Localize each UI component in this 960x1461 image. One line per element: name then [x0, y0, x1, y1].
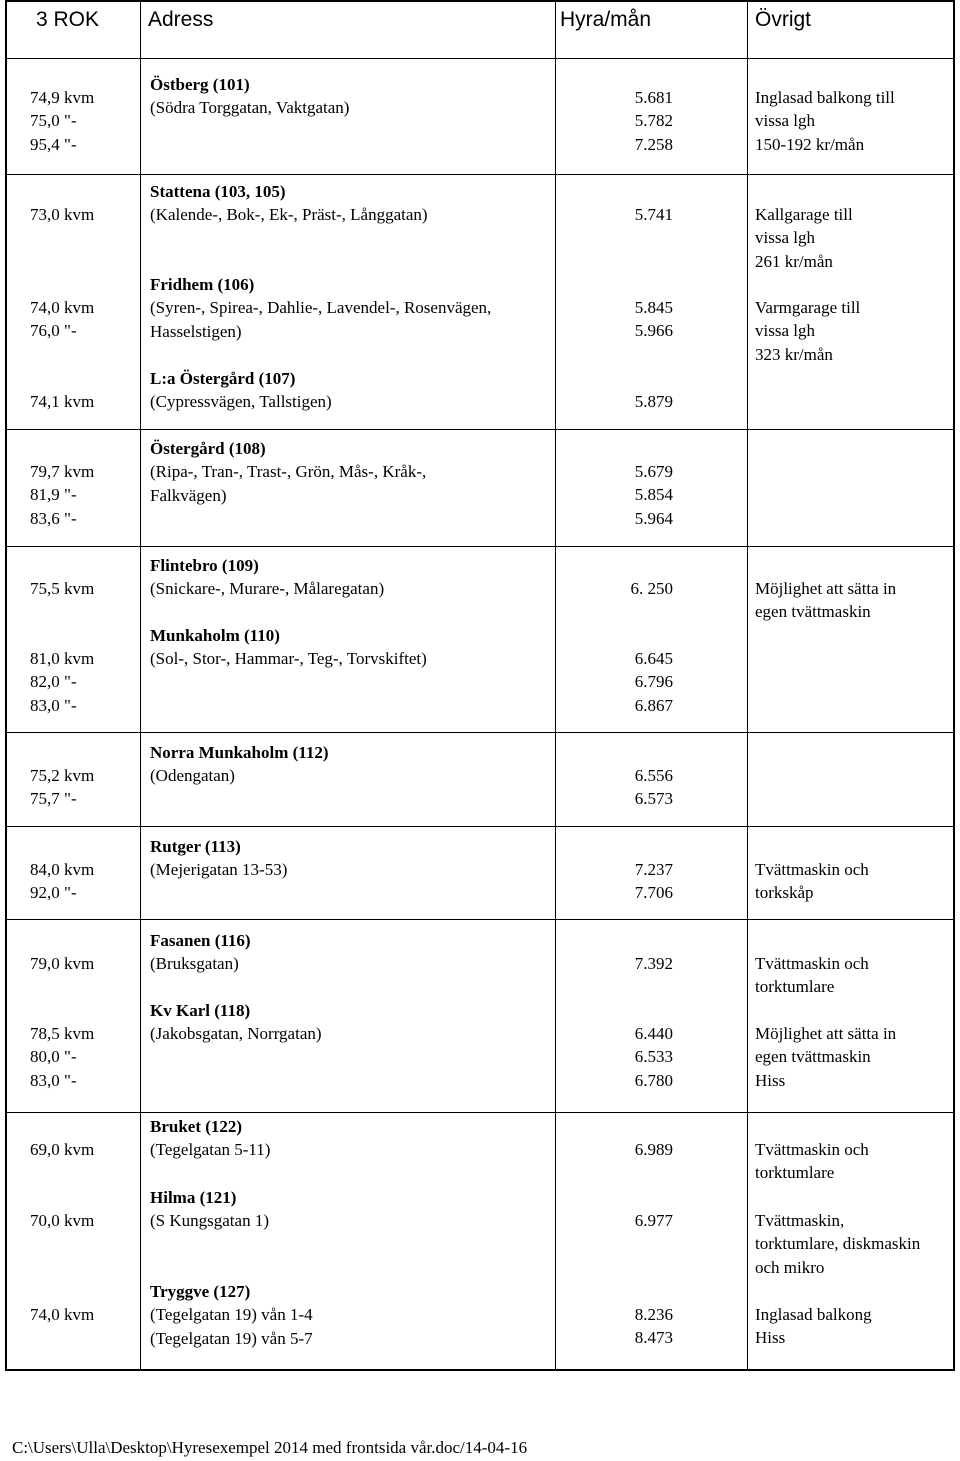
- apartment-size: 81,0 kvm: [30, 649, 95, 668]
- other-note: Kallgarage till: [755, 205, 853, 224]
- monthly-rent: 5.879: [634, 392, 673, 411]
- apartment-size: 81,9 "-: [30, 485, 77, 505]
- apartment-size: 74,0 kvm: [30, 1305, 95, 1324]
- property-streets: (Ripa-, Tran-, Trast-, Grön, Mås-, Kråk-,: [150, 462, 427, 482]
- monthly-rent: 7.706: [634, 883, 673, 903]
- other-note: Varmgarage till: [755, 298, 861, 317]
- other-note: egen tvättmaskin: [755, 1047, 871, 1067]
- apartment-size: 79,7 kvm: [30, 462, 95, 481]
- row-border: [7, 919, 953, 920]
- property-streets: (Jakobsgatan, Norrgatan): [150, 1024, 322, 1044]
- apartment-size: 83,0 "-: [30, 695, 77, 715]
- header-rent: Hyra/mån: [560, 8, 652, 31]
- header-row-border: [7, 58, 953, 59]
- header-address: Adress: [148, 8, 214, 31]
- monthly-rent: 5.966: [634, 321, 673, 341]
- apartment-size: 75,7 "-: [30, 789, 77, 809]
- other-note: och mikro: [755, 1257, 825, 1277]
- apartment-size: 70,0 kvm: [30, 1211, 95, 1230]
- apartment-size: 75,5 kvm: [30, 579, 95, 598]
- apartment-size: 82,0 "-: [30, 672, 77, 692]
- other-note: Tvättmaskin och: [755, 1140, 869, 1159]
- property-streets: (S Kungsgatan 1): [150, 1211, 269, 1231]
- other-note: torktumlare: [755, 977, 835, 997]
- other-note: Inglasad balkong: [755, 1305, 872, 1324]
- apartment-size: 74,9 kvm: [30, 88, 95, 107]
- property-name: Tryggve (127): [150, 1282, 251, 1301]
- property-streets: Falkvägen): [150, 485, 227, 505]
- apartment-size: 75,0 "-: [30, 111, 77, 131]
- monthly-rent: 6.573: [634, 789, 673, 809]
- monthly-rent: 8.236: [634, 1305, 673, 1324]
- apartment-size: 80,0 "-: [30, 1047, 77, 1067]
- monthly-rent: 5.681: [634, 88, 673, 107]
- header-other: Övrigt: [755, 8, 812, 31]
- monthly-rent: 7.258: [634, 134, 673, 154]
- row-border: [7, 174, 953, 175]
- apartment-size: 78,5 kvm: [30, 1024, 95, 1043]
- row-border: [7, 826, 953, 827]
- property-name: Östergård (108): [150, 439, 266, 458]
- column-divider-3: [747, 2, 748, 1369]
- monthly-rent: 6.796: [634, 672, 673, 692]
- monthly-rent: 6.645: [634, 649, 673, 668]
- property-name: L:a Östergård (107): [150, 369, 296, 388]
- apartment-size: 73,0 kvm: [30, 205, 95, 224]
- footer-path: C:\Users\Ulla\Desktop\Hyresexempel 2014 med frontsida vår.doc/14-04-16: [12, 1438, 528, 1457]
- monthly-rent: 6.867: [634, 695, 673, 715]
- property-streets: (Cypressvägen, Tallstigen): [150, 392, 332, 412]
- property-streets: (Syren-, Spirea-, Dahlie-, Lavendel-, Rosenvägen,: [150, 298, 492, 318]
- property-streets: (Snickare-, Murare-, Målaregatan): [150, 579, 385, 599]
- other-note: egen tvättmaskin: [755, 602, 871, 622]
- property-streets: (Sol-, Stor-, Hammar-, Teg-, Torvskiftet): [150, 649, 427, 669]
- other-note: 150-192 kr/mån: [755, 134, 865, 154]
- property-name: Rutger (113): [150, 837, 241, 856]
- row-border: [7, 429, 953, 430]
- property-streets: (Odengatan): [150, 766, 235, 786]
- monthly-rent: 6.556: [634, 766, 673, 785]
- other-note: torktumlare, diskmaskin: [755, 1234, 921, 1254]
- other-note: Hiss: [755, 1070, 786, 1090]
- apartment-size: 92,0 "-: [30, 883, 77, 903]
- property-streets: (Södra Torggatan, Vaktgatan): [150, 98, 350, 118]
- monthly-rent: 6.780: [634, 1070, 673, 1090]
- apartment-size: 83,0 "-: [30, 1070, 77, 1090]
- apartment-size: 83,6 "-: [30, 508, 77, 528]
- apartment-size: 74,0 kvm: [30, 298, 95, 317]
- monthly-rent: 6. 250: [630, 579, 673, 598]
- other-note: vissa lgh: [755, 111, 815, 131]
- apartment-size: 74,1 kvm: [30, 392, 95, 411]
- apartment-size: 76,0 "-: [30, 321, 77, 341]
- other-note: Inglasad balkong till: [755, 88, 895, 107]
- property-name: Norra Munkaholm (112): [150, 743, 329, 762]
- property-name: Hilma (121): [150, 1188, 237, 1207]
- property-name: Munkaholm (110): [150, 626, 280, 645]
- monthly-rent: 6.989: [634, 1140, 673, 1159]
- property-streets: (Mejerigatan 13-53): [150, 860, 288, 880]
- other-note: Hiss: [755, 1328, 786, 1348]
- monthly-rent: 6.533: [634, 1047, 673, 1067]
- monthly-rent: 5.782: [634, 111, 673, 131]
- property-streets: (Tegelgatan 5-11): [150, 1140, 271, 1160]
- monthly-rent: 8.473: [634, 1328, 673, 1348]
- apartment-size: 95,4 "-: [30, 134, 77, 154]
- monthly-rent: 7.392: [634, 954, 673, 973]
- property-name: Fridhem (106): [150, 275, 255, 294]
- property-name: Östberg (101): [150, 75, 250, 94]
- monthly-rent: 7.237: [634, 860, 673, 879]
- apartment-size: 79,0 kvm: [30, 954, 95, 973]
- property-streets: Hasselstigen): [150, 321, 242, 341]
- row-border: [7, 732, 953, 733]
- other-note: Tvättmaskin och: [755, 954, 869, 973]
- column-divider-1: [140, 2, 141, 1369]
- apartment-size: 69,0 kvm: [30, 1140, 95, 1159]
- property-name: Bruket (122): [150, 1117, 243, 1136]
- property-streets: (Kalende-, Bok-, Ek-, Präst-, Långgatan): [150, 205, 428, 225]
- monthly-rent: 5.741: [634, 205, 673, 224]
- monthly-rent: 6.440: [634, 1024, 673, 1043]
- other-note: vissa lgh: [755, 228, 815, 248]
- monthly-rent: 5.964: [634, 508, 673, 528]
- monthly-rent: 5.845: [634, 298, 673, 317]
- other-note: 261 kr/mån: [755, 251, 833, 271]
- column-divider-2: [555, 2, 556, 1369]
- property-name: Flintebro (109): [150, 556, 259, 575]
- property-streets: (Tegelgatan 19) vån 1-4: [150, 1305, 313, 1325]
- other-note: Tvättmaskin,: [755, 1211, 845, 1230]
- other-note: Möjlighet att sätta in: [755, 579, 897, 598]
- monthly-rent: 6.977: [634, 1211, 673, 1230]
- other-note: Möjlighet att sätta in: [755, 1024, 897, 1043]
- property-streets: (Bruksgatan): [150, 954, 239, 974]
- header-size: 3 ROK: [36, 8, 100, 31]
- other-note: torkskåp: [755, 883, 814, 903]
- property-name: Stattena (103, 105): [150, 182, 286, 201]
- other-note: torktumlare: [755, 1163, 835, 1183]
- row-border: [7, 1112, 953, 1113]
- monthly-rent: 5.854: [634, 485, 673, 505]
- property-streets: (Tegelgatan 19) vån 5-7: [150, 1328, 313, 1348]
- apartment-size: 84,0 kvm: [30, 860, 95, 879]
- property-name: Kv Karl (118): [150, 1001, 251, 1020]
- row-border: [7, 546, 953, 547]
- property-name: Fasanen (116): [150, 931, 251, 950]
- other-note: 323 kr/mån: [755, 344, 833, 364]
- other-note: vissa lgh: [755, 321, 815, 341]
- apartment-size: 75,2 kvm: [30, 766, 95, 785]
- other-note: Tvättmaskin och: [755, 860, 869, 879]
- monthly-rent: 5.679: [634, 462, 673, 481]
